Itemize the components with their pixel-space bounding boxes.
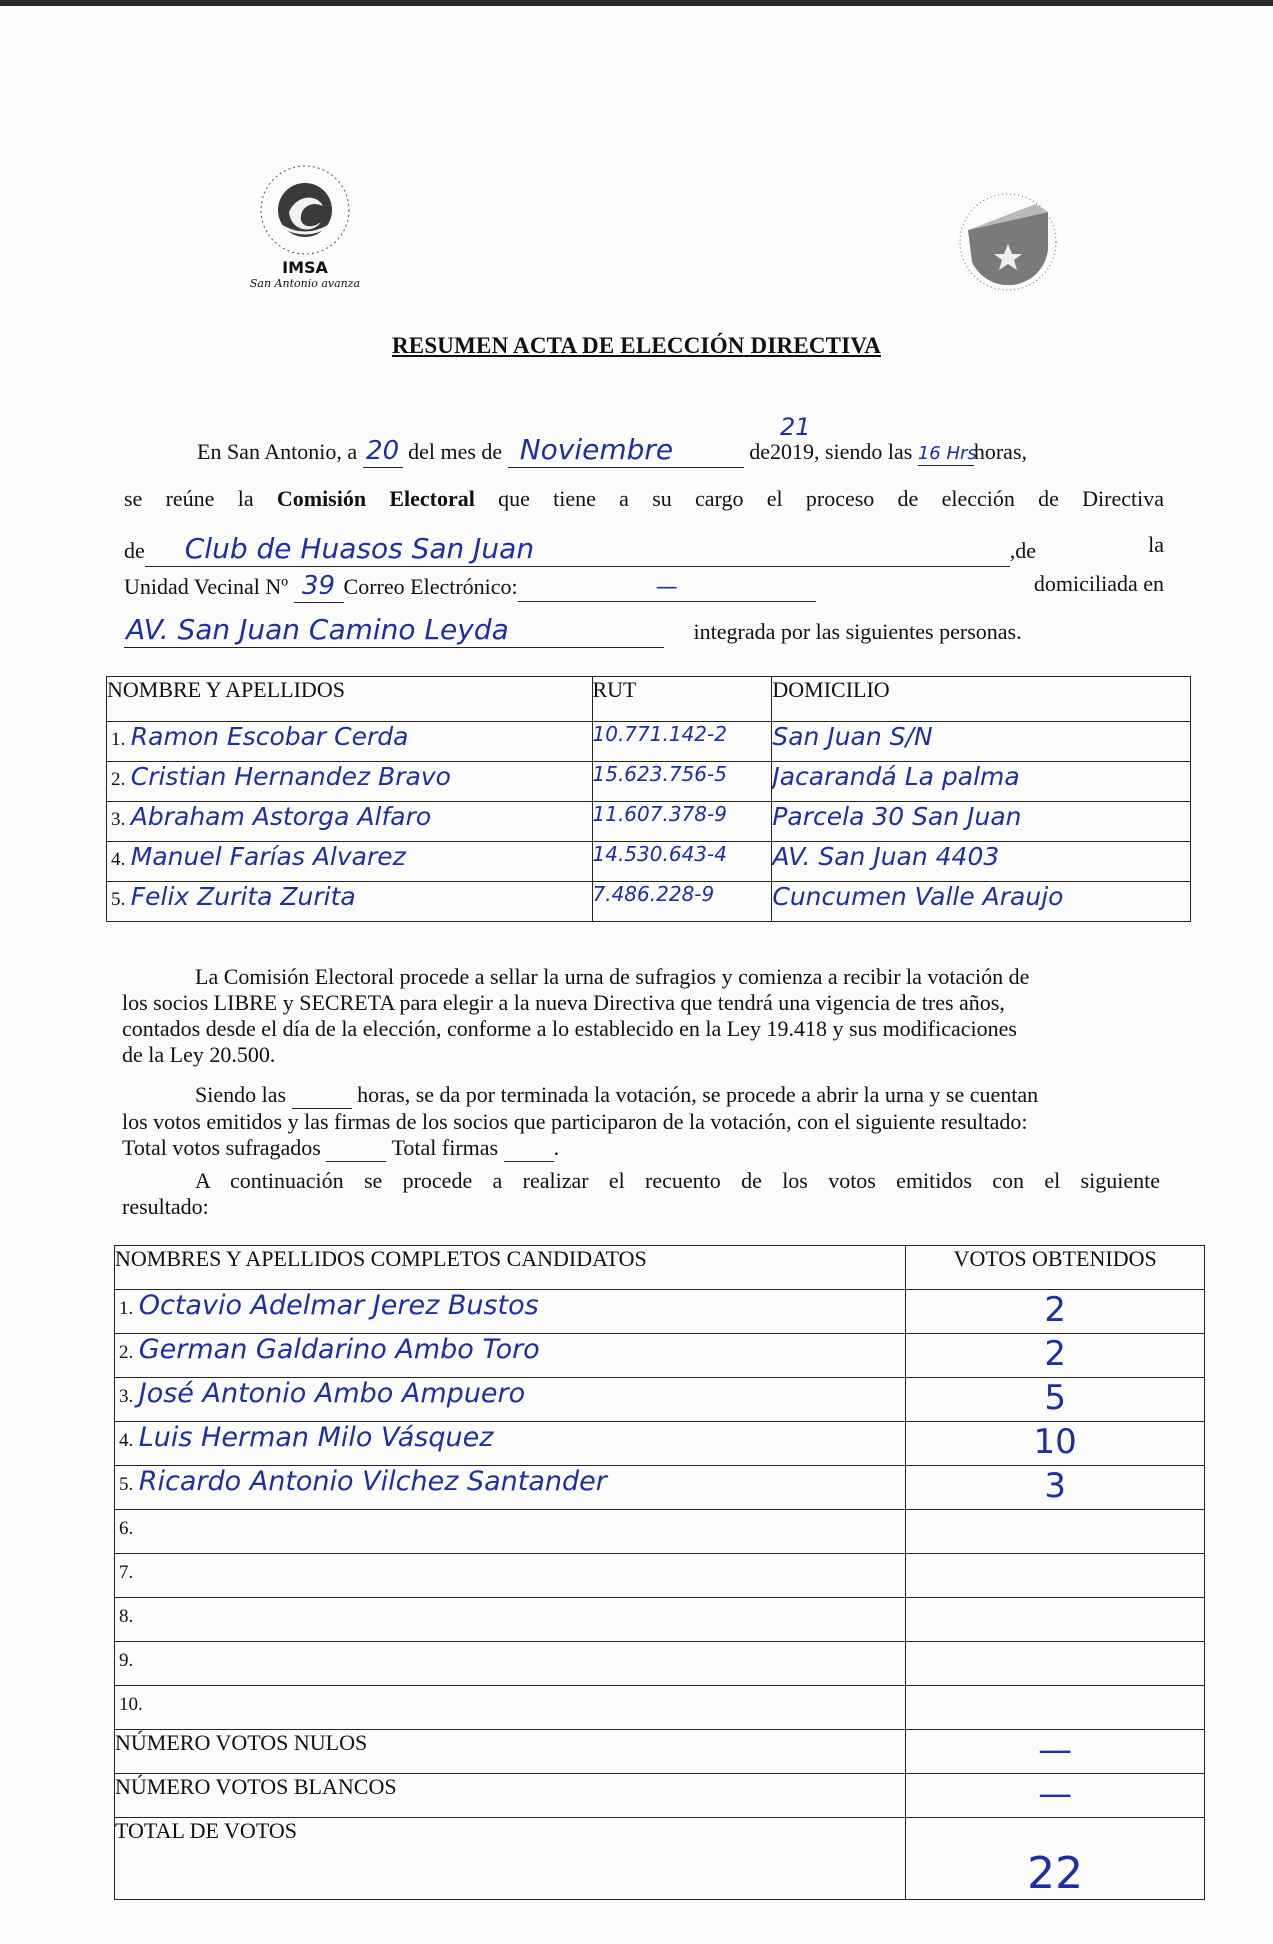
- committee-row: [107, 762, 1191, 802]
- candidate-votes: 2: [906, 1290, 1205, 1334]
- member-rut: 7.486.228-9: [592, 882, 772, 922]
- intro-line-4: Unidad Vecinal Nº 39 Correo Electrónico: — domiciliada en: [124, 571, 1164, 603]
- candidate-name: 2. German Galdarino Ambo Toro: [115, 1334, 906, 1378]
- body-paragraph-1: La Comisión Electoral procede a sellar la urna de sufragios y comienza a recibir la votación de los socios LIBRE y SECRETA para elegir a la nueva Directiva que tendrá una vigencia de tres años, contados desde el día de la elección, conforme a lo establecido en la Ley 19.418 y sus modificaciones de la Ley 20.500.: [122, 964, 1030, 1067]
- candidate-row: [115, 1510, 1205, 1554]
- member-name: 2. Cristian Hernandez Bravo: [107, 762, 593, 802]
- member-domicilio: Cuncumen Valle Araujo: [772, 882, 1191, 922]
- member-domicilio: San Juan S/N: [772, 722, 1191, 762]
- candidate-votes: [906, 1686, 1205, 1730]
- candidate-name: 10.: [115, 1686, 906, 1730]
- candidate-name: 5. Ricardo Antonio Vilchez Santander: [115, 1466, 906, 1510]
- header-domicilio: DOMICILIO: [772, 677, 1191, 722]
- candidate-name: 9.: [115, 1642, 906, 1686]
- total-value: 22: [906, 1818, 1205, 1900]
- header-name: NOMBRE Y APELLIDOS: [107, 677, 593, 722]
- candidate-row: [115, 1422, 1205, 1466]
- candidate-row: [115, 1598, 1205, 1642]
- address-field: AV. San Juan Camino Leyda: [124, 613, 664, 648]
- imsa-logo: [245, 160, 365, 290]
- candidate-name: 6.: [115, 1510, 906, 1554]
- club-field: Club de Huasos San Juan: [145, 532, 1010, 567]
- intro-text: En San Antonio, a: [197, 439, 358, 464]
- candidate-row: [115, 1686, 1205, 1730]
- committee-row: [107, 842, 1191, 882]
- blancos-value: —: [906, 1774, 1205, 1818]
- member-domicilio: Jacarandá La palma: [772, 762, 1191, 802]
- header-votes: VOTOS OBTENIDOS: [906, 1246, 1205, 1290]
- hour-field: 16 Hrs: [918, 439, 974, 466]
- nulos-row: [115, 1730, 1205, 1774]
- certification-seal: [950, 190, 1070, 300]
- member-rut: 15.623.756-5: [592, 762, 772, 802]
- member-name: 1. Ramon Escobar Cerda: [107, 722, 593, 762]
- candidate-name: 7.: [115, 1554, 906, 1598]
- candidate-row: [115, 1554, 1205, 1598]
- committee-row: [107, 882, 1191, 922]
- total-votos-blank: [326, 1135, 386, 1162]
- candidate-votes: 3: [906, 1466, 1205, 1510]
- candidate-votes: [906, 1598, 1205, 1642]
- member-name: 3. Abraham Astorga Alfaro: [107, 802, 593, 842]
- committee-header-row: [107, 677, 1191, 722]
- member-rut: 11.607.378-9: [592, 802, 772, 842]
- member-rut: 10.771.142-2: [592, 722, 772, 762]
- blancos-label: NÚMERO VOTOS BLANCOS: [115, 1774, 906, 1818]
- committee-table: [106, 676, 1191, 922]
- imsa-wordmark: IMSA: [282, 258, 328, 277]
- year-field: 2019 21: [769, 413, 814, 464]
- candidate-votes: [906, 1642, 1205, 1686]
- member-name: 5. Felix Zurita Zurita: [107, 882, 593, 922]
- member-domicilio: AV. San Juan 4403: [772, 842, 1191, 882]
- uv-field: 39: [294, 571, 344, 603]
- candidate-votes: [906, 1510, 1205, 1554]
- candidate-name: 1. Octavio Adelmar Jerez Bustos: [115, 1290, 906, 1334]
- member-rut: 14.530.643-4: [592, 842, 772, 882]
- candidate-row: [115, 1290, 1205, 1334]
- committee-row: [107, 722, 1191, 762]
- candidate-name: 8.: [115, 1598, 906, 1642]
- candidate-name: 3. José Antonio Ambo Ampuero: [115, 1378, 906, 1422]
- nulos-label: NÚMERO VOTOS NULOS: [115, 1730, 906, 1774]
- header-rut: RUT: [592, 677, 772, 722]
- candidate-row: [115, 1642, 1205, 1686]
- comision-electoral: Comisión Electoral: [276, 486, 475, 511]
- document-title: RESUMEN ACTA DE ELECCIÓN DIRECTIVA: [391, 333, 882, 358]
- candidate-name: 4. Luis Herman Milo Vásquez: [115, 1422, 906, 1466]
- hours-blank: [292, 1082, 352, 1109]
- nulos-value: —: [906, 1730, 1205, 1774]
- candidate-row: [115, 1466, 1205, 1510]
- candidate-votes: 10: [906, 1422, 1205, 1466]
- member-domicilio: Parcela 30 San Juan: [772, 802, 1191, 842]
- total-label: TOTAL DE VOTOS: [115, 1818, 906, 1900]
- imsa-motto: San Antonio avanza: [249, 277, 361, 290]
- month-field: Noviembre: [508, 433, 744, 468]
- scan-edge: [0, 0, 1273, 6]
- total-firmas-blank: [504, 1135, 554, 1162]
- candidate-votes: 5: [906, 1378, 1205, 1422]
- member-name: 4. Manuel Farías Alvarez: [107, 842, 593, 882]
- committee-row: [107, 802, 1191, 842]
- candidate-votes: 2: [906, 1334, 1205, 1378]
- total-row: [115, 1818, 1205, 1900]
- intro-line-5: AV. San Juan Camino Leyda integrada por las siguientes personas.: [126, 613, 1022, 646]
- results-header-row: [115, 1246, 1205, 1290]
- blancos-row: [115, 1774, 1205, 1818]
- body-paragraph-2: Siendo las horas, se da por terminada la votación, se procede a abrir la urna y se cuentan los votos emitidos y las firmas de los socios que participaron de la votación, con el siguiente resultado: Total votos sufragados Total firmas .: [122, 1082, 1039, 1160]
- candidate-row: [115, 1334, 1205, 1378]
- candidate-votes: [906, 1554, 1205, 1598]
- intro-line-2: se reúne la Comisión Electoral que tiene a su cargo el proceso de elección de Directiva: [124, 486, 1164, 511]
- intro-line-3: de Club de Huasos San Juan ,de la: [124, 532, 1164, 565]
- day-field: 20: [363, 436, 403, 468]
- intro-line-1: En San Antonio, a 20 del mes de Noviembre de2019 21 , siendo las 16 Hrshoras,: [197, 433, 1027, 468]
- header-candidates: NOMBRES Y APELLIDOS COMPLETOS CANDIDATOS: [115, 1246, 906, 1290]
- results-table: [114, 1245, 1205, 1900]
- body-paragraph-3: A continuación se procede a realizar el recuento de los votos emitidos con el siguiente resultado:: [122, 1168, 1160, 1219]
- email-field: —: [518, 574, 816, 602]
- candidate-row: [115, 1378, 1205, 1422]
